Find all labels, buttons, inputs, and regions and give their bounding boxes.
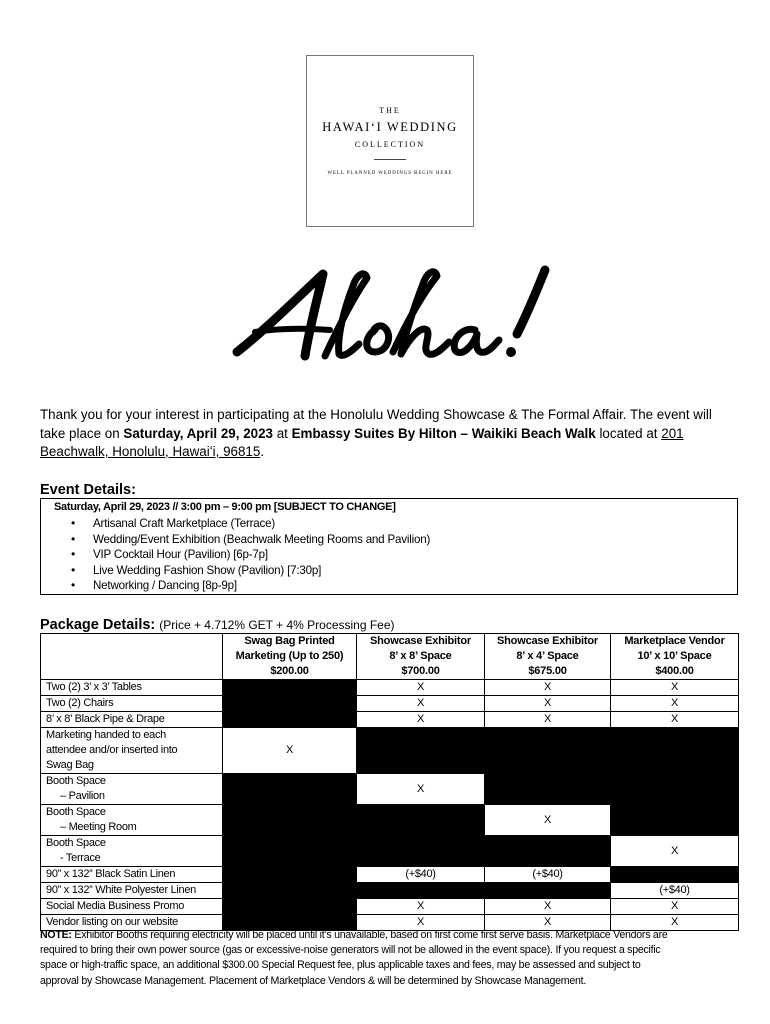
table-row <box>41 774 739 805</box>
list-item: • Live Wedding Fashion Show (Pavilion) [7:30p] <box>71 563 430 579</box>
blocked-cell <box>223 805 357 836</box>
list-item: • Wedding/Event Exhibition (Beachwalk Meeting Rooms and Pavilion) <box>71 532 430 548</box>
table-cell: X <box>485 680 611 696</box>
logo-line-collection: COLLECTION <box>354 140 426 149</box>
intro-text-2: at <box>273 425 292 441</box>
blocked-cell <box>357 836 485 867</box>
logo-line-the: THE <box>379 106 401 115</box>
package-details-heading <box>40 617 395 633</box>
table-row <box>41 836 739 867</box>
row-label: 8’ x 8’ Black Pipe & Drape <box>41 712 223 728</box>
package-table <box>40 633 739 931</box>
table-cell: X <box>357 712 485 728</box>
blocked-cell <box>357 883 485 899</box>
blocked-cell <box>611 728 739 774</box>
blocked-cell <box>223 680 357 696</box>
table-cell: X <box>485 915 611 931</box>
table-cell: X <box>357 680 485 696</box>
column-header: Showcase Exhibitor 8’ x 8’ Space $700.00 <box>357 634 485 680</box>
table-cell: X <box>611 680 739 696</box>
table-row <box>41 712 739 728</box>
table-cell: X <box>485 805 611 836</box>
table-cell: X <box>485 696 611 712</box>
row-label: 90” x 132” White Polyester Linen <box>41 883 223 899</box>
row-label: Booth Space – Pavilion <box>41 774 223 805</box>
table-cell: X <box>357 899 485 915</box>
blocked-cell <box>223 696 357 712</box>
blocked-cell <box>223 836 357 867</box>
blocked-cell <box>223 867 357 883</box>
row-label: Social Media Business Promo <box>41 899 223 915</box>
table-row <box>41 883 739 899</box>
blocked-cell <box>223 899 357 915</box>
blocked-cell <box>357 805 485 836</box>
footnote-text: Exhibitor Booths requiring electricity will be placed until it’s unavailable, based on first come first serve basis. Marketplace Vendors are required to bring their own power source (gas or excessive-noise generators will not be allowed in the event space). If you request a specific space or high-traffic space, an additional $300.00 Special Request fee, plus applicable taxes and fees, may be assessed and subject to approval by Showcase Management. Placement of Marketplace Vendors & will be determined by Showcase Management. <box>40 929 668 987</box>
blocked-cell <box>357 728 485 774</box>
table-header-row <box>41 634 739 680</box>
blocked-cell <box>485 836 611 867</box>
intro-text-3: located at <box>595 425 662 441</box>
event-details-box <box>40 498 738 595</box>
footnote <box>40 928 680 989</box>
event-details-header: Saturday, April 29, 2023 // 3:00 pm – 9:00 pm [SUBJECT TO CHANGE] <box>54 501 396 513</box>
blocked-cell <box>485 774 611 805</box>
row-label: Booth Space - Terrace <box>41 836 223 867</box>
blocked-cell <box>223 712 357 728</box>
table-row <box>41 696 739 712</box>
row-label: Two (2) 3’ x 3’ Tables <box>41 680 223 696</box>
table-row <box>41 728 739 774</box>
row-label: Two (2) Chairs <box>41 696 223 712</box>
row-label: Booth Space – Meeting Room <box>41 805 223 836</box>
blocked-cell <box>611 805 739 836</box>
event-address-link[interactable]: 201 Beachwalk, Honolulu, Hawaiʻi, 96815 <box>40 425 684 459</box>
footnote-label: NOTE: <box>40 929 72 941</box>
event-venue: Embassy Suites By Hilton – Waikiki Beach Walk <box>291 425 596 441</box>
event-details-list <box>71 516 430 594</box>
event-details-title: Event Details: <box>40 482 136 498</box>
aloha-script-headline <box>225 260 565 380</box>
intro-paragraph <box>40 406 735 462</box>
logo-tagline: WELL PLANNED WEDDINGS BEGIN HERE <box>327 171 453 176</box>
table-row <box>41 899 739 915</box>
table-cell: X <box>611 696 739 712</box>
table-cell: X <box>357 696 485 712</box>
intro-text-4: . <box>260 444 265 459</box>
list-item: • VIP Cocktail Hour (Pavilion) [6p-7p] <box>71 547 430 563</box>
row-label: 90” x 132” Black Satin Linen <box>41 867 223 883</box>
table-cell: X <box>357 774 485 805</box>
blocked-cell <box>485 883 611 899</box>
row-label: Vendor listing on our website <box>41 915 223 931</box>
table-cell: (+$40) <box>485 867 611 883</box>
intro-text-1: Thank you for your interest in participating at the Honolulu Wedding Showcase & The Formal Affair. The event will take place on <box>40 407 712 441</box>
package-details-title: Package Details: <box>40 617 156 633</box>
collection-logo <box>306 55 474 227</box>
table-cell: X <box>485 712 611 728</box>
blocked-cell <box>611 867 739 883</box>
table-cell: X <box>611 836 739 867</box>
table-row <box>41 680 739 696</box>
row-label: Marketing handed to each attendee and/or inserted into Swag Bag <box>41 728 223 774</box>
blocked-cell <box>611 774 739 805</box>
column-header: Showcase Exhibitor 8’ x 4’ Space $675.00 <box>485 634 611 680</box>
package-price-note: (Price + 4.712% GET + 4% Processing Fee) <box>159 618 395 632</box>
table-cell: (+$40) <box>611 883 739 899</box>
table-cell: X <box>611 915 739 931</box>
header-empty-cell <box>41 634 223 680</box>
list-item: • Artisanal Craft Marketplace (Terrace) <box>71 516 430 532</box>
event-date: Saturday, April 29, 2023 <box>123 425 273 441</box>
blocked-cell <box>223 774 357 805</box>
blocked-cell <box>485 728 611 774</box>
table-cell: X <box>223 728 357 774</box>
column-header: Swag Bag Printed Marketing (Up to 250) $200.00 <box>223 634 357 680</box>
blocked-cell <box>223 883 357 899</box>
table-cell: (+$40) <box>357 867 485 883</box>
table-cell: X <box>357 915 485 931</box>
table-cell: X <box>611 899 739 915</box>
table-row <box>41 867 739 883</box>
table-row <box>41 805 739 836</box>
column-header: Marketplace Vendor 10’ x 10’ Space $400.00 <box>611 634 739 680</box>
table-cell: X <box>611 712 739 728</box>
list-item: • Networking / Dancing [8p-9p] <box>71 578 430 594</box>
table-cell: X <box>485 899 611 915</box>
logo-divider <box>374 159 406 160</box>
logo-line-name: HAWAIʻI WEDDING <box>322 120 458 134</box>
